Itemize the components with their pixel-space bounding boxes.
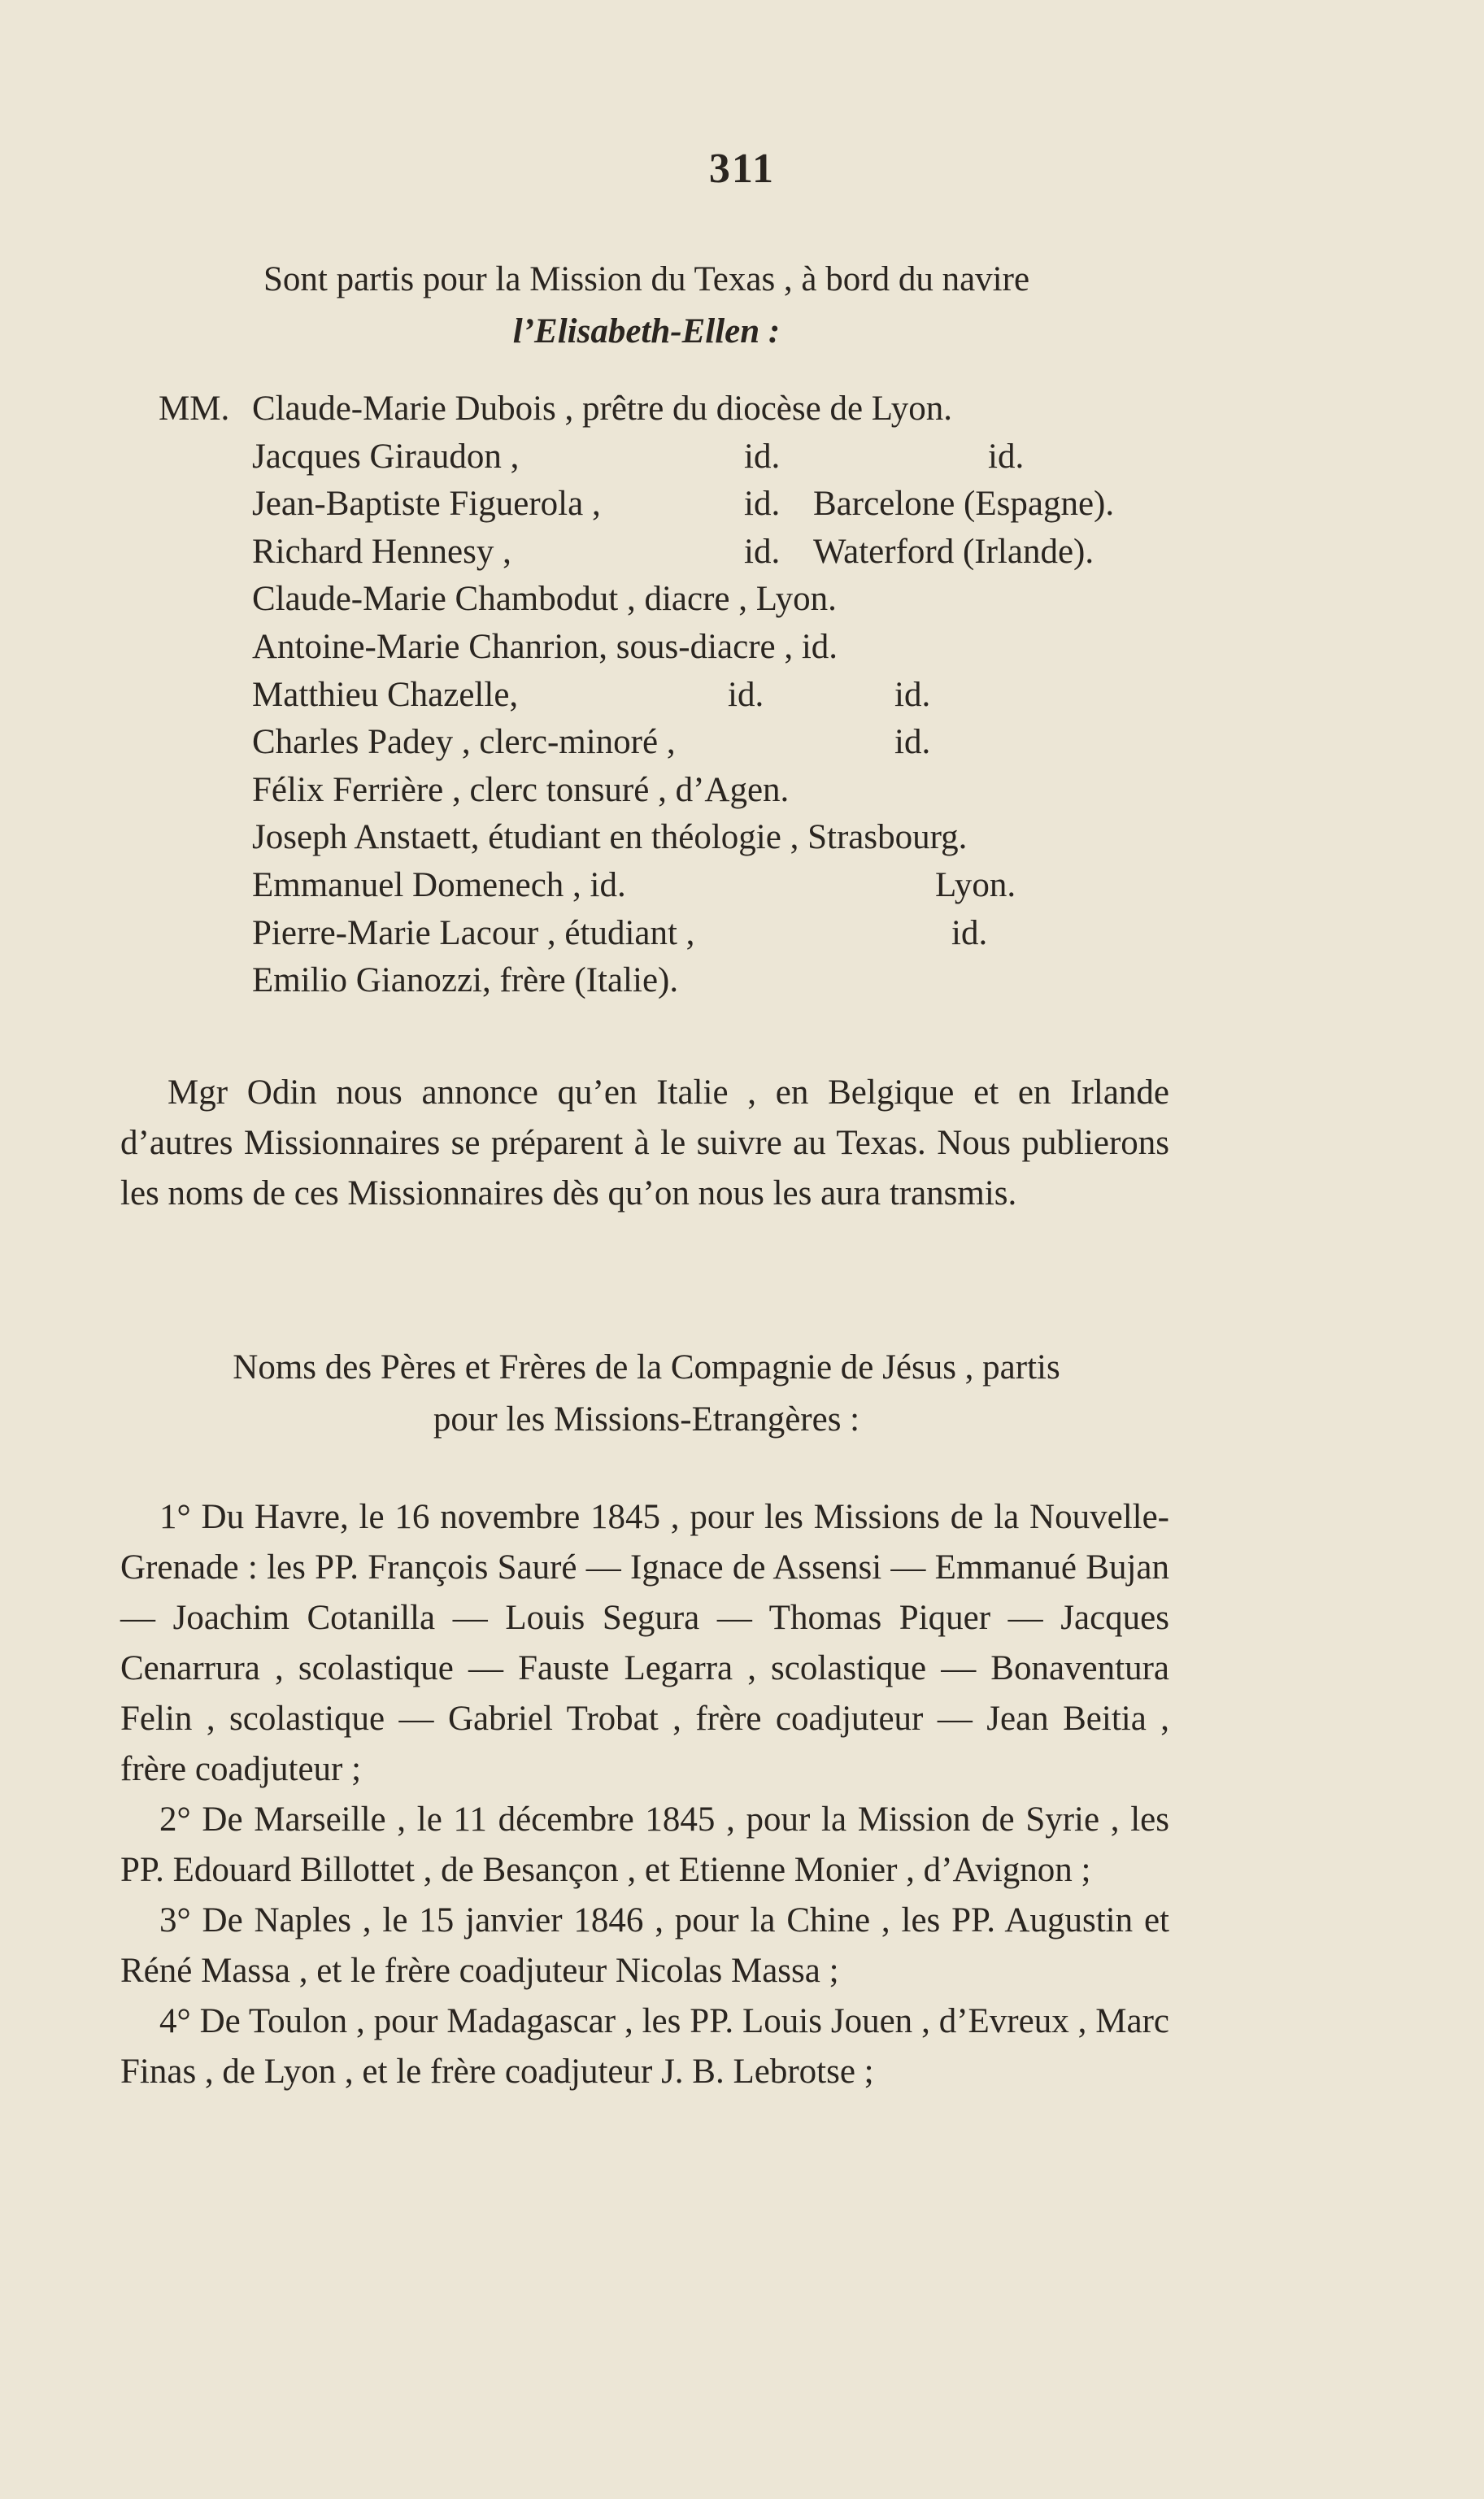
roster-col2: id.	[744, 532, 781, 571]
roster-col3: id.	[988, 437, 1025, 476]
roster-name: Joseph Anstaett, étudiant en théologie , Strasbourg.	[252, 818, 968, 857]
departure-entry: 3° De Naples , le 15 janvier 1846 , pour la Chine , les PP. Augustin et Réné Massa , et le frère coadjuteur Nicolas Massa ;	[120, 1901, 1169, 1990]
roster-col2: id.	[744, 485, 781, 524]
roster-col3: id.	[894, 723, 931, 762]
roster-name: Richard Hennesy ,	[252, 532, 511, 571]
roster-col2: id.	[728, 675, 764, 714]
roster-name: Antoine-Marie Chanrion, sous-diacre , id.	[252, 627, 838, 666]
ship-name: l’Elisabeth-Ellen :	[512, 312, 781, 350]
roster-name: Jacques Giraudon ,	[252, 437, 520, 476]
roster-col3: Barcelone (Espagne).	[813, 485, 1115, 524]
roster-col3: Waterford (Irlande).	[813, 532, 1095, 571]
departure-list	[120, 1492, 1169, 2097]
roster-name: Matthieu Chazelle,	[252, 675, 519, 714]
roster-name: Emmanuel Domenech , id.	[252, 865, 626, 904]
roster-name: Pierre-Marie Lacour , étudiant ,	[252, 913, 695, 952]
roster-col2: id.	[744, 437, 781, 476]
roster-col3: id.	[894, 675, 931, 714]
roster-prefix: MM.	[159, 390, 230, 428]
jesuit-heading-line2: pour les Missions-Etrangères :	[433, 1400, 860, 1439]
roster-name: Félix Ferrière , clerc tonsuré , d’Agen.	[252, 770, 790, 809]
roster-name: Jean-Baptiste Figuerola ,	[252, 485, 601, 524]
departure-entry: 1° Du Havre, le 16 novembre 1845 , pour les Missions de la Nouvelle-Grenade : les PP. François Sauré — Ignace de Assensi — Emmanué Bujan — Joachim Cotanilla — Louis Segura — Thomas Piquer — Jacques Cenarrura , scolastique — Fauste Legarra , scolastique — Bonaventura Felin , scolastique — Gabriel Trobat , frère coadjuteur — Jean Beitia , frère coadjuteur ;	[120, 1498, 1169, 1788]
roster-name: Claude-Marie Chambodut , diacre , Lyon.	[252, 580, 837, 619]
roster-name: Emilio Gianozzi, frère (Italie).	[252, 961, 679, 1000]
ship-heading	[122, 254, 1171, 358]
roster-name: Charles Padey , clerc-minoré ,	[252, 723, 676, 762]
roster-col3: id.	[951, 913, 988, 952]
page-number: 311	[708, 146, 776, 192]
announcement-paragraph: Mgr Odin nous annonce qu’en Italie , en Belgique et en Irlande d’autres Missionnaires se préparent à le suivre au Texas. Nous publierons les noms de ces Missionnaires dès qu’on nous les aura transmis.	[120, 1073, 1169, 1212]
jesuit-heading-line1: Noms des Pères et Frères de la Compagnie de Jésus , partis	[233, 1348, 1060, 1387]
roster-col3: Lyon.	[935, 865, 1016, 904]
departure-entry: 4° De Toulon , pour Madagascar , les PP. Louis Jouen , d’Evreux , Marc Finas , de Lyon , et le frère coadjuteur J. B. Lebrotse ;	[120, 2002, 1169, 2091]
departure-entry: 2° De Marseille , le 11 décembre 1845 , pour la Mission de Syrie , les PP. Edouard Billottet , de Besançon , et Etienne Monier , d’Avignon ;	[120, 1800, 1169, 1889]
jesuit-heading	[122, 1342, 1171, 1446]
ship-heading-line1: Sont partis pour la Mission du Texas , à bord du navire	[263, 260, 1030, 298]
roster-name: Claude-Marie Dubois , prêtre du diocèse de Lyon.	[252, 390, 952, 428]
